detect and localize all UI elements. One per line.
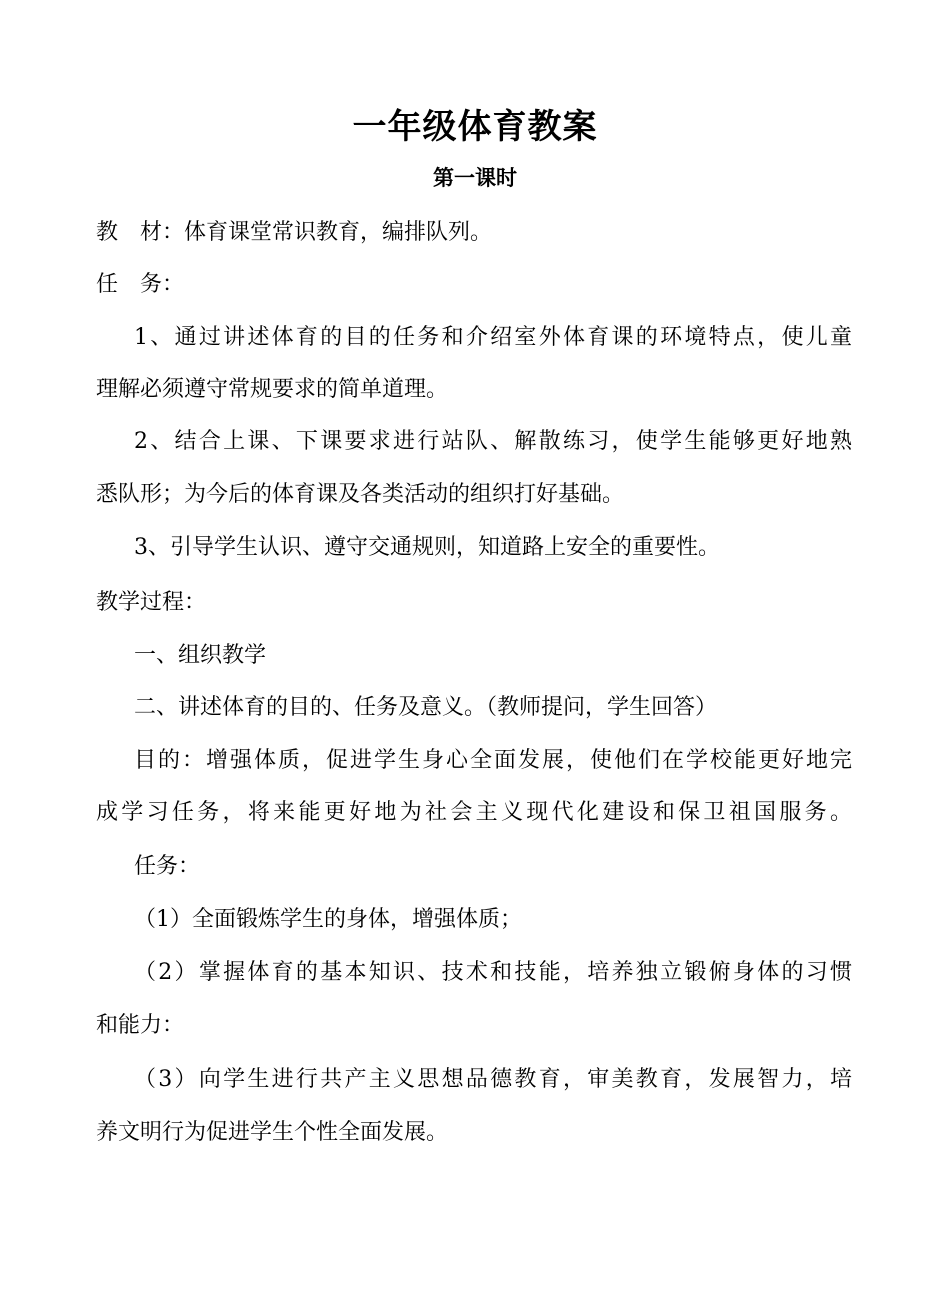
process-step-2: 二、讲述体育的目的、任务及意义。（教师提问，学生回答） xyxy=(134,695,718,720)
task-2-line-2: 悉队形；为今后的体育课及各类活动的组织打好基础。 xyxy=(96,482,625,507)
task-item-2-line-1: （2）掌握体育的基本知识、技术和技能，培养独立锻俯身体的习惯 xyxy=(134,960,852,985)
materials-line: 教 材：体育课堂常识教育，编排队列。 xyxy=(96,220,493,245)
task-item-3-line-1: （3）向学生进行共产主义思想品德教育，审美教育，发展智力，培 xyxy=(134,1067,852,1092)
task-item-2-line-2: 和能力： xyxy=(96,1013,185,1038)
task-3-line: 3、引导学生认识、遵守交通规则，知道路上安全的重要性。 xyxy=(134,535,720,560)
purpose-line-1: 目的：增强体质，促进学生身心全面发展，使他们在学校能更好地完 xyxy=(134,748,852,773)
task-2-line-1: 2、结合上课、下课要求进行站队、解散练习，使学生能够更好地熟 xyxy=(134,429,852,454)
document-subtitle: 第一课时 xyxy=(433,165,517,190)
task-1-line-2: 理解必须遵守常规要求的简单道理。 xyxy=(96,377,449,402)
task-1-line-1: 1、通过讲述体育的目的任务和介绍室外体育课的环境特点，使儿童 xyxy=(134,325,852,350)
task-subheading: 任务： xyxy=(134,854,201,879)
task-item-3-line-2: 养文明行为促进学生个性全面发展。 xyxy=(96,1120,449,1145)
tasks-heading: 任 务： xyxy=(96,272,185,297)
task-item-1: （1）全面锻炼学生的身体，增强体质； xyxy=(134,907,522,932)
purpose-line-2: 成学习任务，将来能更好地为社会主义现代化建设和保卫祖国服务。 xyxy=(96,800,852,825)
process-step-1: 一、组织教学 xyxy=(134,643,267,668)
teaching-process-heading: 教学过程： xyxy=(96,590,207,615)
document-title: 一年级体育教案 xyxy=(352,107,598,147)
